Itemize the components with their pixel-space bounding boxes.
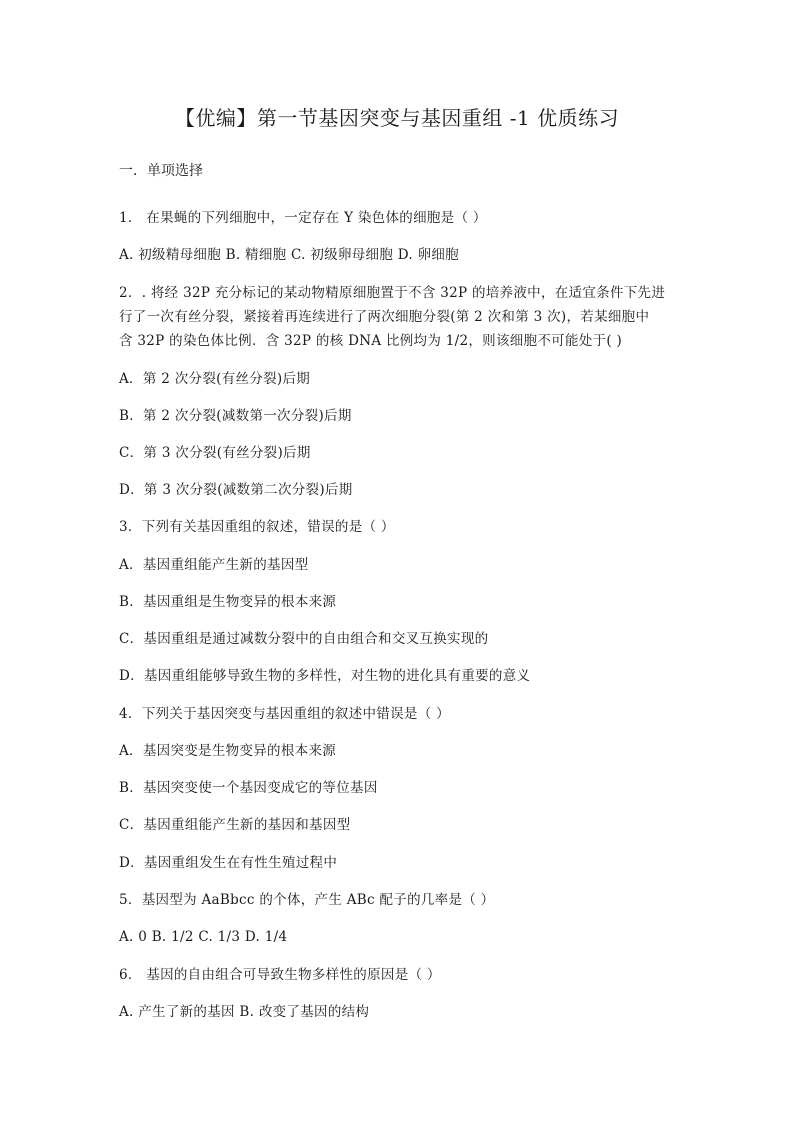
question-2-option-a: A．第 2 次分裂(有丝分裂)后期 [119, 371, 311, 387]
question-5-options: A. 0 B. 1/2 C. 1/3 D. 1/4 [119, 929, 288, 945]
page-title: 【优编】第一节基因突变与基因重组 -1 优质练习 [174, 106, 620, 130]
question-2-option-b: B．第 2 次分裂(减数第一次分裂)后期 [119, 408, 352, 424]
question-3-option-d: D．基因重组能够导致生物的多样性，对生物的进化具有重要的意义 [119, 668, 531, 684]
question-6-options: A. 产生了新的基因 B. 改变了基因的结构 [119, 1004, 370, 1020]
question-2-stem-line-3: 含 32P 的染色体比例．含 32P 的核 DNA 比例均为 1/2，则该细胞不可能处于( ) [119, 333, 623, 349]
question-4-option-c: C．基因重组能产生新的基因和基因型 [119, 817, 351, 833]
question-1-stem: 1． 在果蝇的下列细胞中，一定存在 Y 染色体的细胞是（ ） [119, 210, 487, 226]
question-4-option-a: A．基因突变是生物变异的根本来源 [119, 743, 337, 759]
question-3-option-c: C．基因重组是通过减数分裂中的自由组合和交叉互换实现的 [119, 631, 489, 647]
question-3-option-b: B．基因重组是生物变异的根本来源 [119, 594, 337, 610]
question-2-option-d: D．第 3 次分裂(减数第二次分裂)后期 [119, 482, 353, 498]
question-4-option-d: D．基因重组发生在有性生殖过程中 [119, 855, 338, 871]
question-4-option-b: B．基因突变使一个基因变成它的等位基因 [119, 780, 378, 796]
section-heading: 一．单项选择 [119, 163, 203, 179]
question-6-stem: 6． 基因的自由组合可导致生物多样性的原因是（ ） [119, 967, 441, 983]
question-5-stem: 5．基因型为 AaBbcc 的个体，产生 ABc 配子的几率是（ ） [119, 892, 495, 908]
question-4-stem: 4．下列关于基因突变与基因重组的叙述中错误是（ ） [119, 706, 450, 722]
question-2-stem-line-2: 行了一次有丝分裂，紧接着再连续进行了两次细胞分裂(第 2 次和第 3 次)，若某细胞中 [119, 309, 650, 325]
question-2-option-c: C．第 3 次分裂(有丝分裂)后期 [119, 445, 311, 461]
question-1-options: A. 初级精母细胞 B. 精细胞 C. 初级卵母细胞 D. 卵细胞 [119, 247, 459, 263]
question-2-stem-line-1: 2．. 将经 32P 充分标记的某动物精原细胞置于不含 32P 的培养液中，在适宜条件下先进 [119, 285, 666, 301]
question-3-stem: 3．下列有关基因重组的叙述，错误的是（ ） [119, 519, 395, 535]
question-3-option-a: A．基因重组能产生新的基因型 [119, 557, 309, 573]
